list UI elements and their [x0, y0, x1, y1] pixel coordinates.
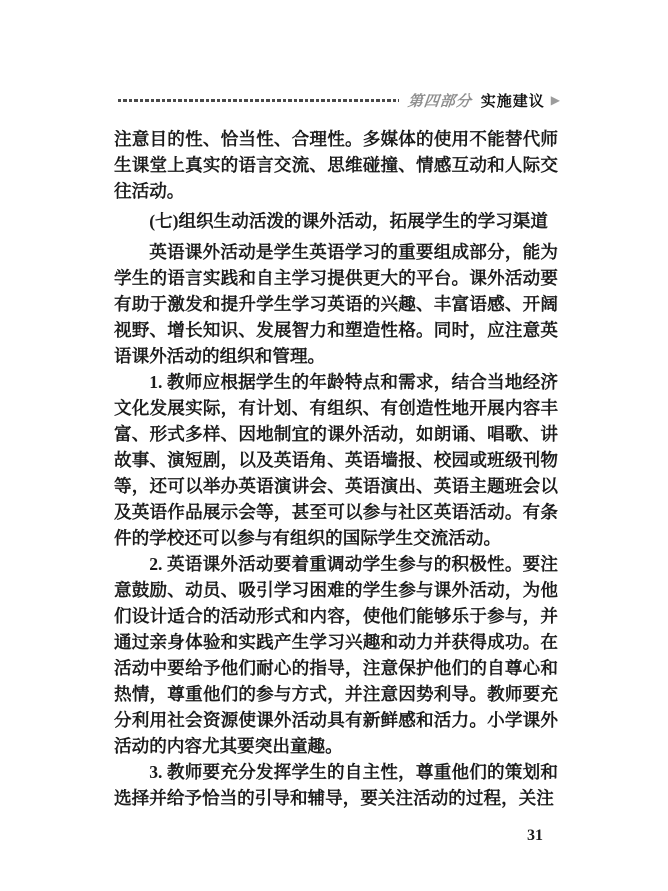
paragraph-item-3: 3. 教师要充分发挥学生的自主性，尊重他们的策划和选择并给予恰当的引导和辅导，要关注活动的过程，关注 — [114, 762, 558, 808]
paragraph-item-1: 1. 教师应根据学生的年龄特点和需求，结合当地经济文化发展实际，有计划、有组织、有创造性地开展内容丰富、形式多样、因地制宜的课外活动，如朗诵、唱歌、讲故事、演短剧，以及英语角、英语墙报、校园或班级刊物等，还可以举办英语演讲会、英语演出、英语主题班会以及英语作品展示会等，甚至可以参与社区英语活动。有条件的学校还可以参与有组织的国际学生交流活动。 — [114, 372, 558, 548]
right-triangle-icon: ▶ — [550, 93, 560, 107]
dotted-leader-line — [118, 99, 399, 102]
page-number: 31 — [527, 827, 543, 844]
paragraph-continuation: 注意目的性、恰当性、合理性。多媒体的使用不能替代师生课堂上真实的语言交流、思维碰撞、情感互动和人际交往活动。 — [114, 129, 558, 201]
page-text-block — [114, 126, 558, 811]
paragraph-item-2: 2. 英语课外活动要着重调动学生参与的积极性。要注意鼓励、动员、吸引学习困难的学生参与课外活动，为他们设计适合的活动形式和内容，使他们能够乐于参与，并通过亲身体验和实践产生学习兴趣和动力并获得成功。在活动中要给予他们耐心的指导，注意保护他们的自尊心和热情，尊重他们的参与方式，并注意因势利导。教师要充分利用社会资源使课外活动具有新鲜感和活力。小学课外活动的内容尤其要突出童趣。 — [114, 554, 558, 756]
subsection-heading: (七)组织生动活泼的课外活动，拓展学生的学习渠道 — [149, 211, 548, 231]
section-title: 实施建议 — [480, 93, 545, 110]
paragraph-intro: 英语课外活动是学生英语学习的重要组成部分，能为学生的语言实践和自主学习提供更大的平台。课外活动要有助于激发和提升学生学习英语的兴趣、丰富语感、开阔视野、增长知识、发展智力和塑造性格。同时，应注意英语课外活动的组织和管理。 — [114, 242, 558, 366]
running-header — [118, 90, 560, 110]
section-part-label: 第四部分 — [406, 93, 473, 110]
